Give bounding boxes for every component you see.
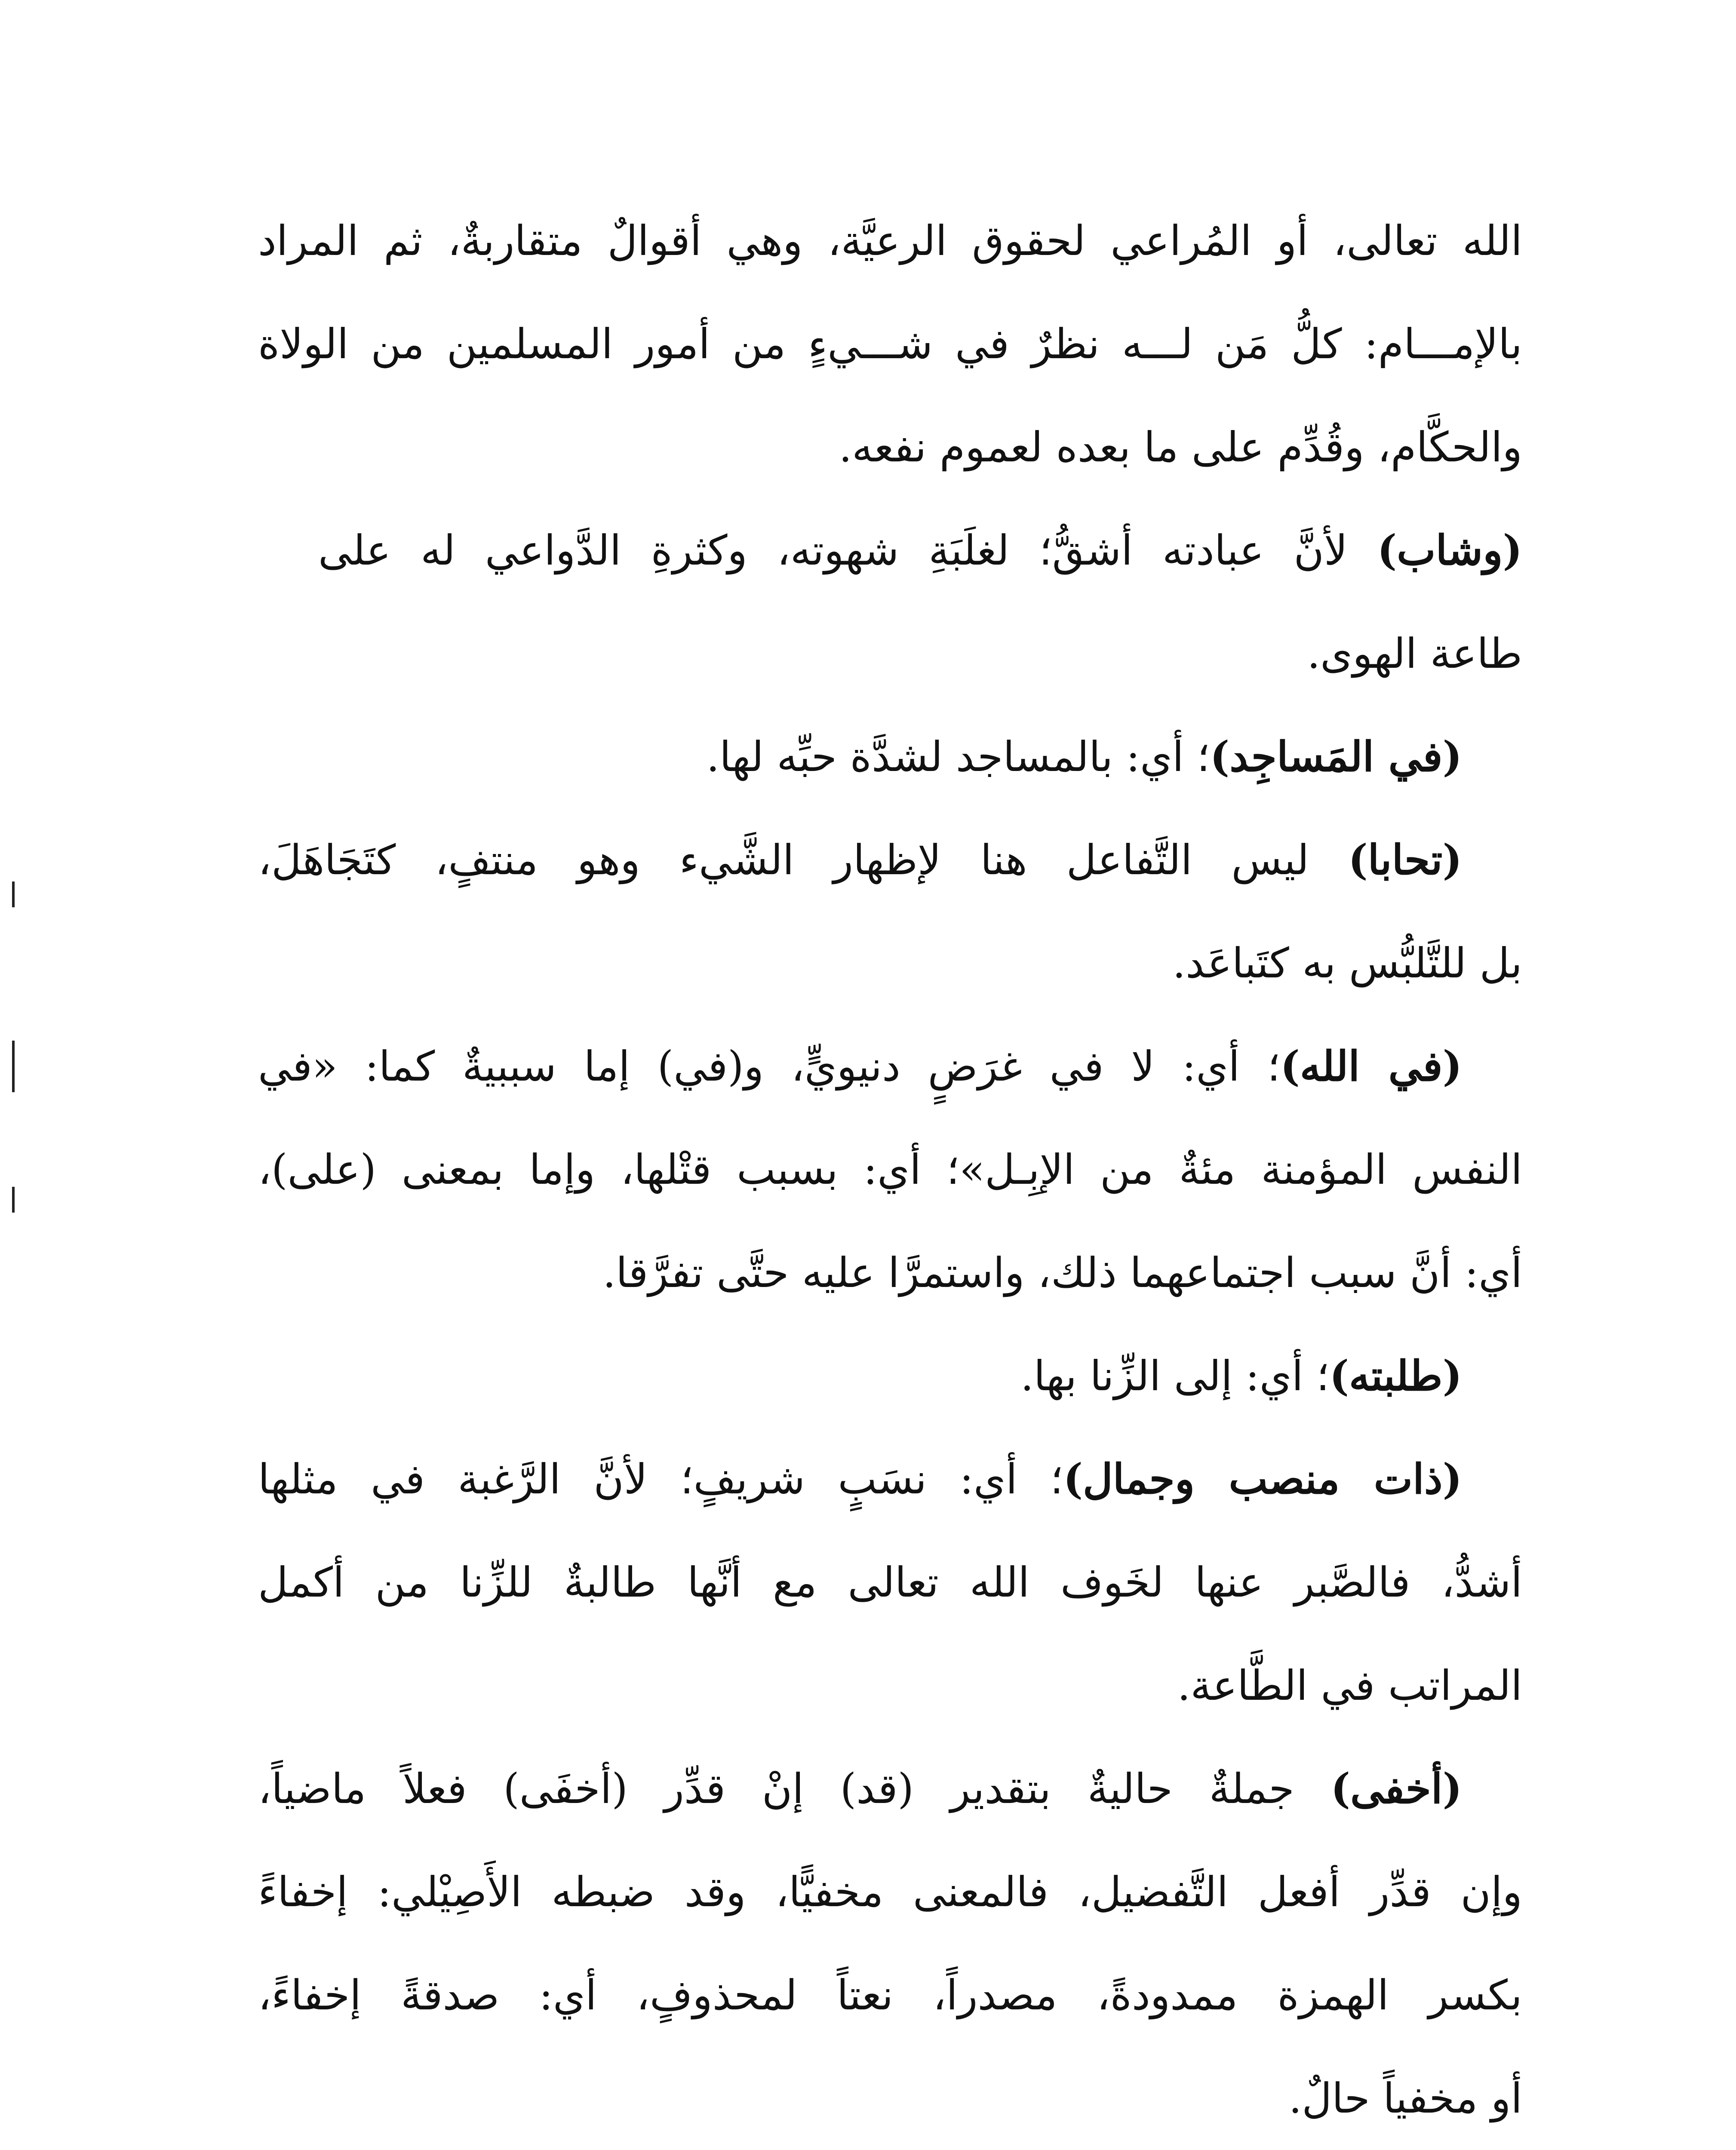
text-line-2 <box>258 292 1522 396</box>
line-text: والحكَّام، وقُدِّم على ما بعده لعموم نفعه. <box>839 423 1522 471</box>
line-text: طاعة الهوى. <box>1307 630 1522 678</box>
text-line-8 <box>258 912 1522 1015</box>
line-text: بكسر الهمزة ممدودةً، مصدراً، نعتاً لمحذوفٍ، أي: صدقةً إخفاءً، <box>258 1971 1522 2019</box>
text-line-7 <box>258 808 1462 912</box>
bold-term: (أخفى) <box>1330 1764 1462 1813</box>
line-text: المراتب في الطَّاعة. <box>1177 1662 1522 1710</box>
text-line-4 <box>318 499 1522 602</box>
line-text: ليس التَّفاعل هنا لإظهار الشَّيء وهو منتفٍ، كتَجَاهَلَ، <box>258 836 1349 884</box>
line-text: ؛ أي: لا في غرَضٍ دنيويٍّ، و(في) إما سببيةٌ كما: «في <box>258 1042 1281 1090</box>
margin-mark <box>12 1187 15 1213</box>
line-text: ؛ أي: إلى الزِّنا بها. <box>1020 1352 1330 1400</box>
text-line-12 <box>258 1324 1462 1428</box>
line-text: بل للتَّلبُّس به كتَباعَد. <box>1172 939 1522 987</box>
text-line-11 <box>258 1221 1522 1324</box>
text-line-14 <box>258 1531 1522 1634</box>
bold-term: (طلبته) <box>1329 1351 1462 1400</box>
line-text: أي: أنَّ سبب اجتماعهما ذلك، واستمرَّا عليه حتَّى تفرَّقا. <box>602 1249 1522 1297</box>
line-text: أو مخفياً حالٌ. <box>1288 2074 1522 2122</box>
line-text: جملةٌ حاليةٌ بتقدير (قد) إنْ قدِّر (أخفَى) فعلاً ماضياً، <box>258 1765 1331 1813</box>
line-text: لأنَّ عبادته أشقُّ؛ لغلَبَةِ شهوته، وكثرةِ الدَّواعي له على <box>318 526 1377 574</box>
text-line-19 <box>258 2047 1522 2150</box>
line-text: أشدُّ، فالصَّبر عنها لخَوف الله تعالى مع أنَّها طالبةٌ للزِّنا من أكمل <box>258 1558 1522 1606</box>
text-line-13 <box>258 1428 1462 1531</box>
text-line-5 <box>258 602 1522 705</box>
text-line-17 <box>258 1840 1522 1944</box>
bold-term: (تحابا) <box>1348 835 1462 884</box>
bold-term: (ذات منصب وجمال) <box>1063 1455 1463 1503</box>
line-text: النفس المؤمنة مئةٌ من الإبِـل»؛ أي: بسبب قتْلها، وإما بمعنى (على)، <box>258 1146 1523 1194</box>
bold-term: (وشاب) <box>1377 526 1523 574</box>
margin-mark <box>12 1041 15 1092</box>
text-line-10 <box>258 1118 1522 1221</box>
margin-mark <box>12 882 15 907</box>
bold-term: (في المَساجِد) <box>1210 732 1462 781</box>
text-line-1 <box>258 189 1522 292</box>
line-text: بالإمـــام: كلُّ مَن لـــه نظرٌ في شـــيءٍ من أمور المسلمين من الولاة <box>258 320 1522 368</box>
line-text: ؛ أي: بالمساجد لشدَّة حبِّه لها. <box>706 733 1210 781</box>
text-line-16 <box>258 1737 1462 1840</box>
line-text: ؛ أي: نسَبٍ شريفٍ؛ لأنَّ الرَّغبة في مثلها <box>258 1455 1063 1503</box>
text-line-18 <box>258 1944 1522 2047</box>
text-line-15 <box>258 1634 1522 1737</box>
text-line-3 <box>258 396 1522 499</box>
text-line-6 <box>258 705 1462 808</box>
line-text: وإن قدِّر أفعل التَّفضيل، فالمعنى مخفيًّا، وقد ضبطه الأَصِيْلي: إخفاءً <box>258 1868 1522 1916</box>
book-page <box>258 189 1522 2150</box>
text-line-9 <box>258 1015 1462 1118</box>
line-text: الله تعالى، أو المُراعي لحقوق الرعيَّة، وهي أقوالٌ متقاربةٌ، ثم المراد <box>258 217 1522 265</box>
bold-term: (في الله) <box>1280 1042 1463 1090</box>
